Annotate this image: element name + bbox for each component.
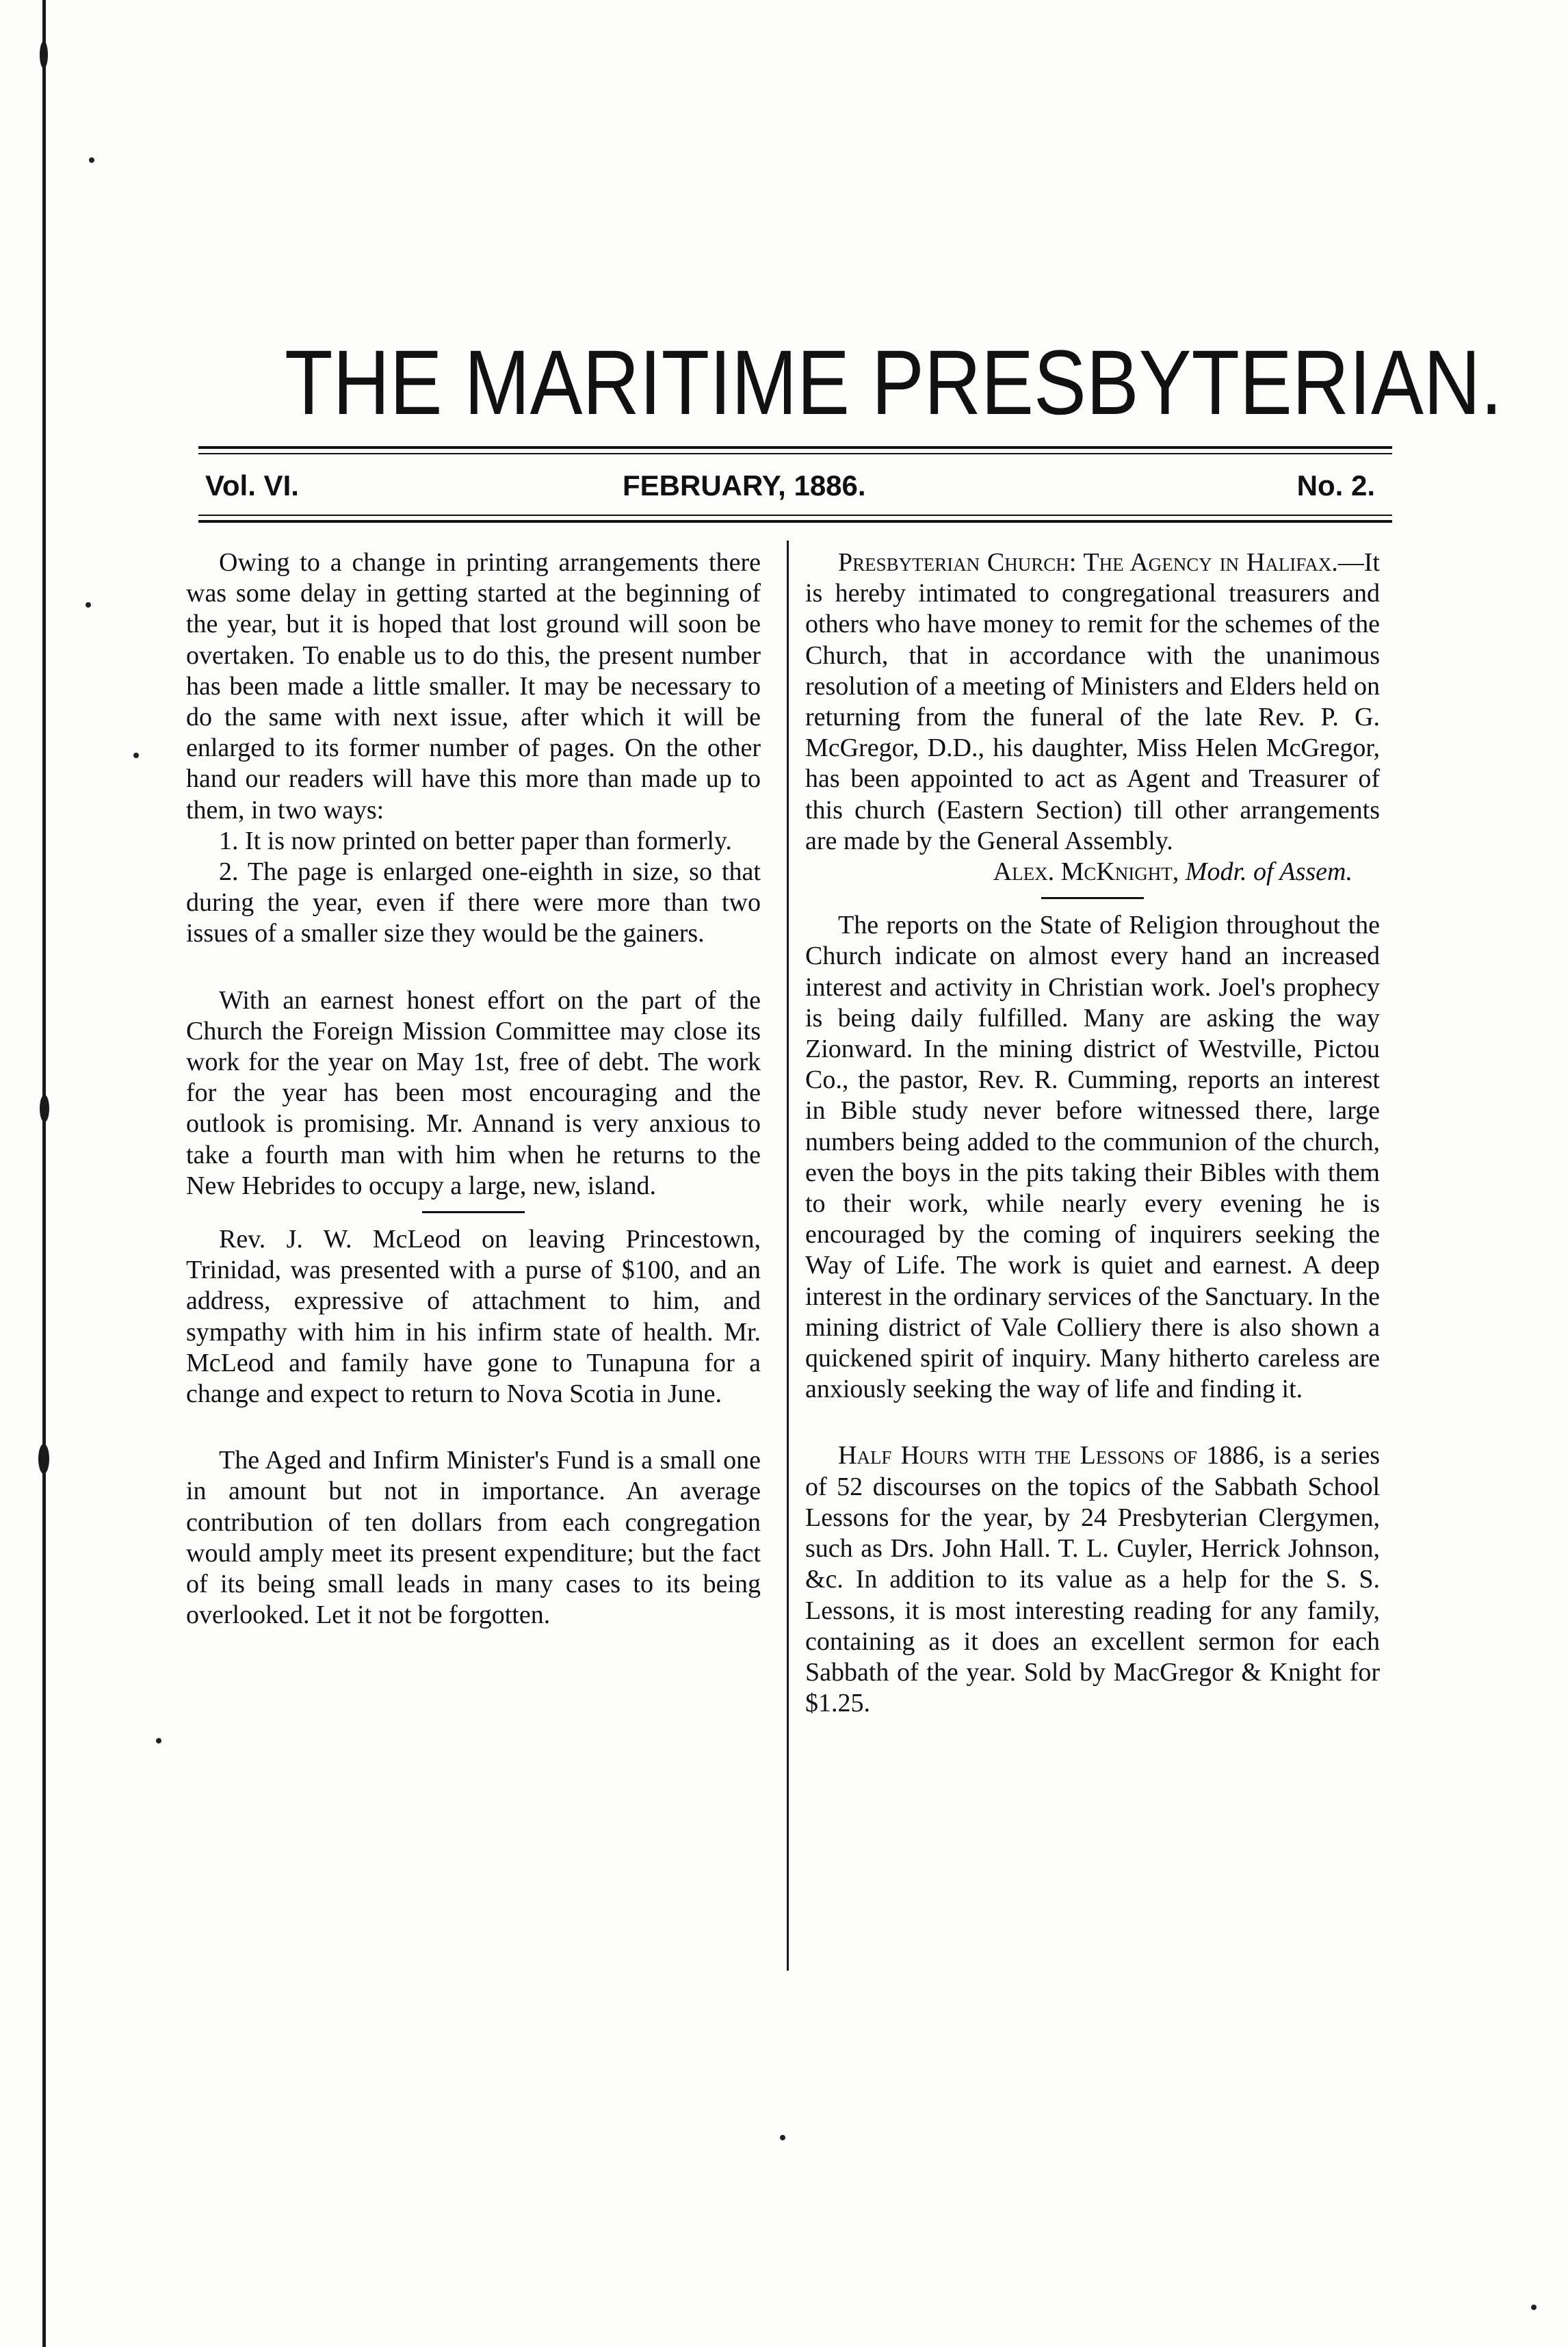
right-column bbox=[805, 547, 1380, 1719]
print-speck bbox=[86, 602, 91, 608]
agency-body: —It is hereby intimated to congregational treasurers and others who have money to remit for the schemes of the Church, that in accordance with the unanimous resolution of a meeting of Ministers and Elders held on returning from the funeral of the late Rev. P. G. McGregor, D.D., his daughter, Miss Helen McGregor, has been appointed to act as Agent and Treasurer of this church (Eastern Section) till other arrangements are made by the General Assembly. bbox=[805, 548, 1380, 855]
print-speck bbox=[133, 753, 139, 758]
masthead-title: THE MARITIME PRESBYTERIAN. bbox=[285, 332, 1503, 434]
left-column bbox=[186, 547, 761, 1631]
binding-mark bbox=[40, 41, 48, 68]
foreign-mission-paragraph: With an earnest honest effort on the part of the Church the Foreign Mission Committee may close its work for the year on May 1st, free of debt. The work for the year has been most encouraging and the outlook is promising. Mr. Annand is very anxious to take a fourth man with him when he returns to the New Hebrides to occupy a large, new, island. bbox=[186, 985, 761, 1200]
binding-mark bbox=[40, 1095, 49, 1122]
section-separator bbox=[422, 1211, 525, 1213]
binding-mark bbox=[38, 1444, 49, 1474]
issue-date: FEBRUARY, 1886. bbox=[623, 469, 866, 502]
printing-notice-point-1: 1. It is now printed on better paper than formerly. bbox=[219, 826, 732, 855]
printing-notice-paragraph: Owing to a change in printing arrangements there was some delay in getting started at the beginning of the year, but it is hoped that lost ground will soon be overtaken. To enable us to do this, the present number has been made a little smaller. It may be necessary to do the same with next issue, after which it will be enlarged to its former number of pages. On the other hand our readers will have this more than made up to them, in two ways: bbox=[186, 548, 761, 825]
state-of-religion-paragraph: The reports on the State of Religion throughout the Church indicate on almost every hand an increased interest and activity in Christian work. Joel's prophecy is being daily fulfilled. Many are asking the way Zionward. In the mining district of Westville, Pictou Co., the pastor, Rev. R. Cumming, reports an interest in Bible study never before witnessed there, large numbers being added to the communion of the church, even the boys in the pits taking their Bibles with them to their work, while nearly every evening he is encouraged by the coming of inquirers seeking the Way of Life. The work is quiet and earnest. A deep interest in the ordinary services of the Sanctuary. In the mining district of Vale Colliery there is also shown a quickened spirit of inquiry. Many hitherto careless are anxiously seeking the way of life and finding it. bbox=[805, 911, 1380, 1404]
spacer bbox=[186, 1410, 761, 1445]
printing-notice-point-2: 2. The page is enlarged one-eighth in size, so that during the year, even if there were more than two issues of a smaller size they would be the gainers. bbox=[186, 857, 761, 948]
signature-title: Modr. of Assem. bbox=[1185, 857, 1353, 887]
agency-heading: Presbyterian Church: The Agency in Halifax. bbox=[838, 548, 1338, 577]
print-speck bbox=[156, 1738, 161, 1743]
signature-name: Alex. McKnight, bbox=[993, 857, 1179, 887]
issue-number: No. 2. bbox=[1296, 469, 1375, 502]
print-speck bbox=[1531, 2305, 1537, 2310]
spacer bbox=[805, 1405, 1380, 1440]
section-separator bbox=[1041, 897, 1144, 899]
issue-line bbox=[205, 465, 1389, 506]
lessons-heading: Half Hours with the Lessons of 1886, bbox=[838, 1441, 1265, 1470]
column-divider bbox=[787, 541, 789, 1971]
masthead-rule bbox=[198, 520, 1392, 523]
lessons-notice bbox=[805, 1440, 1380, 1719]
spacer bbox=[186, 950, 761, 985]
page-edge-line bbox=[42, 0, 46, 2347]
print-speck bbox=[89, 157, 94, 163]
masthead-rule bbox=[198, 446, 1392, 449]
ministers-fund-paragraph: The Aged and Infirm Minister's Fund is a small one in amount but not in importance. An average contribution of ten dollars from each congregation would amply meet its present expenditure; but the fact of its being small leads in many cases to its being overlooked. Let it not be forgotten. bbox=[186, 1446, 761, 1630]
agency-notice bbox=[805, 547, 1380, 857]
lessons-body: is a series of 52 discourses on the topics of the Sabbath School Lessons for the year, by 24 Presbyterian Clergymen, such as Drs. John Hall. T. L. Cuyler, Herrick Johnson, &c. In addition to its value as a help for the S. S. Lessons, it is most interesting reading for any family, containing as it does an excellent sermon for each Sabbath of the year. Sold by MacGregor & Knight for $1.25. bbox=[805, 1441, 1380, 1718]
mcleod-paragraph: Rev. J. W. McLeod on leaving Princestown, Trinidad, was presented with a purse of $100, and an address, expressive of attachment to him, and sympathy with him in his infirm state of health. Mr. McLeod and family have gone to Tunapuna for a change and expect to return to Nova Scotia in June. bbox=[186, 1225, 761, 1409]
masthead-rule bbox=[198, 515, 1392, 516]
volume-label: Vol. VI. bbox=[205, 469, 299, 502]
print-speck bbox=[780, 2135, 785, 2140]
masthead-rule bbox=[198, 453, 1392, 454]
signature bbox=[805, 857, 1380, 887]
